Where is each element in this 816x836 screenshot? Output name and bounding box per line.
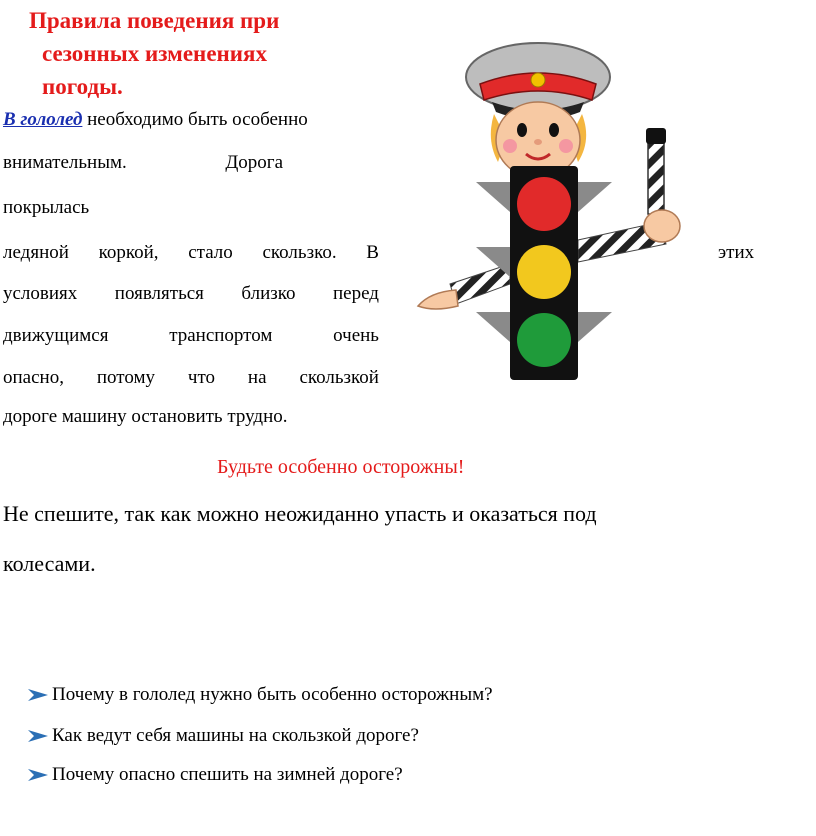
paragraph-line: [3, 151, 283, 175]
text-word: появляться: [114, 283, 204, 304]
text-word: очень: [333, 325, 379, 346]
red-light-icon: [517, 177, 571, 231]
title-line: Правила поведения при: [29, 8, 280, 33]
traffic-light-character-illustration: [410, 22, 705, 402]
paragraph-line: [3, 324, 379, 348]
title-line: сезонных изменениях: [42, 41, 267, 66]
text-word: скользкой: [299, 367, 379, 388]
text-word: необходимо быть особенно: [87, 109, 308, 130]
paragraph-line: [3, 405, 288, 429]
text-word: Дорога: [225, 152, 283, 173]
question-item: [28, 763, 403, 787]
text-word: на: [247, 367, 267, 388]
warning-text: Будьте особенно осторожны!: [217, 456, 465, 478]
text-word: внимательным.: [3, 152, 127, 173]
question-text: Как ведут себя машины на скользкой дороге?: [52, 725, 419, 746]
question-text: Почему в гололед нужно быть особенно осторожным?: [52, 684, 493, 705]
text-word: ледяной: [3, 242, 69, 263]
arm-pointing-icon: [418, 264, 510, 309]
text-word: коркой,: [98, 242, 159, 263]
paragraph-line: [3, 366, 379, 390]
yellow-light-icon: [517, 245, 571, 299]
paragraph-line: [3, 108, 308, 132]
text-word: скользко.: [262, 242, 337, 263]
text-word: что: [187, 367, 216, 388]
arrow-bullet-icon: [28, 729, 48, 743]
text-word: дороге машину остановить трудно.: [3, 406, 288, 427]
title-line: погоды.: [42, 74, 123, 99]
paragraph-line: [3, 282, 379, 306]
text-word: транспортом: [169, 325, 273, 346]
paragraph-line: [3, 196, 89, 220]
arrow-bullet-icon: [28, 768, 48, 782]
text-word: движущимся: [3, 325, 109, 346]
text-word: стало: [188, 242, 233, 263]
paragraph-line: [3, 241, 379, 265]
text-word: близко: [241, 283, 296, 304]
paragraph-line: [718, 241, 754, 265]
question-item: [28, 724, 419, 748]
text-word: перед: [333, 283, 379, 304]
advice-line: колесами.: [3, 551, 96, 576]
arrow-bullet-icon: [28, 688, 48, 702]
text-word: покрылась: [3, 197, 90, 218]
lead-term: В гололед: [3, 109, 83, 130]
text-word: опасно,: [3, 367, 64, 388]
text-word: этих: [718, 242, 755, 263]
text-word: потому: [96, 367, 155, 388]
advice-line: Не спешите, так как можно неожиданно упасть и оказаться под: [3, 501, 597, 526]
page-title: [29, 4, 389, 103]
text-word: условиях: [3, 283, 78, 304]
question-text: Почему опасно спешить на зимней дороге?: [52, 764, 403, 785]
green-light-icon: [517, 313, 571, 367]
question-item: [28, 683, 493, 707]
text-word: В: [366, 242, 379, 263]
